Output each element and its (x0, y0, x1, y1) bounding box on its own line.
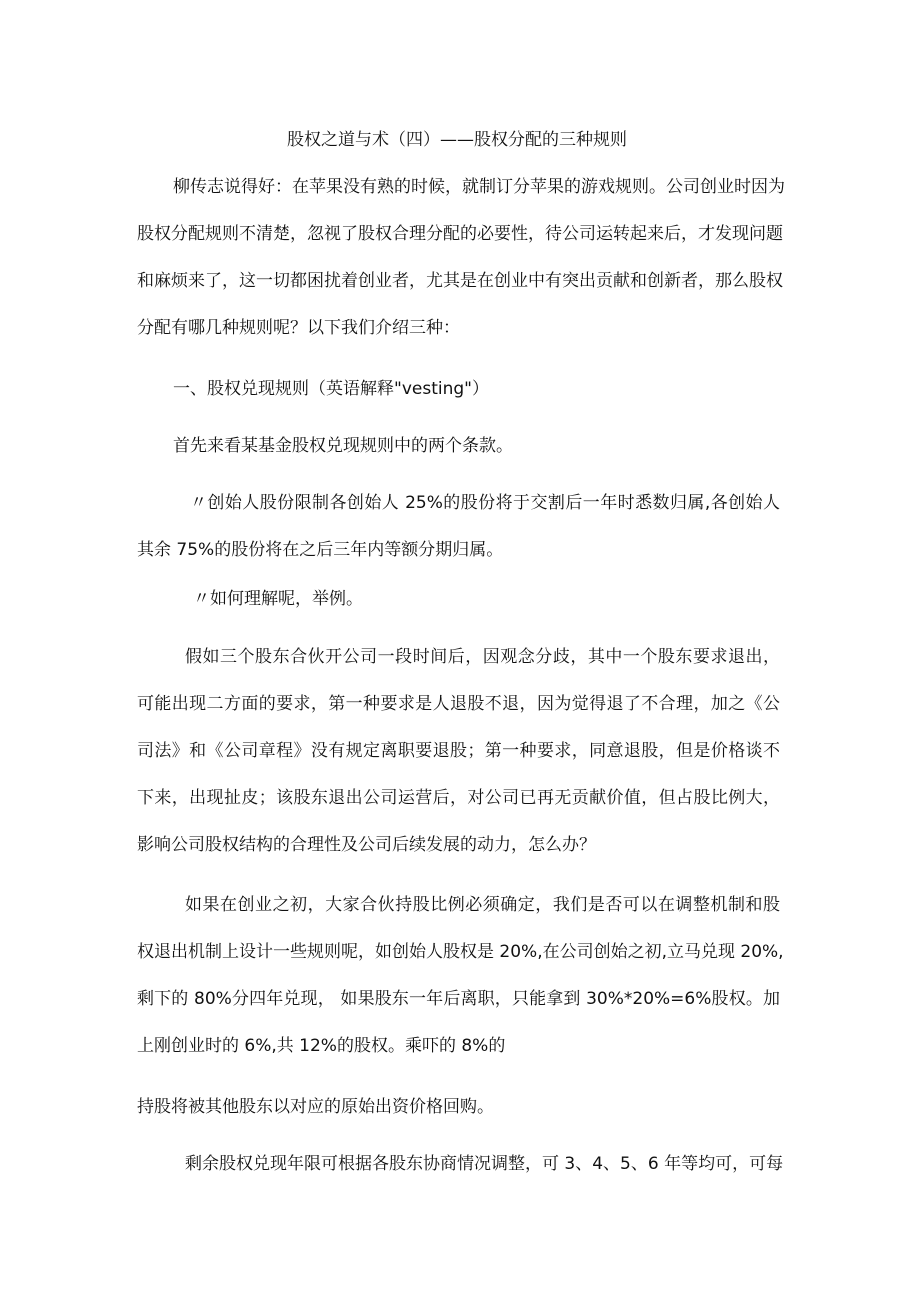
paragraph-line: 剩下的 80%分四年兑现， 如果股东一年后离职，只能拿到 30%*20%=6%股权。加 (137, 989, 780, 1009)
paragraph-line: 下来，出现扯皮；该股东退出公司运营后，对公司已再无贡献价值，但占股比例大， (137, 788, 780, 808)
paragraph-remaining (137, 1141, 784, 1188)
quoted-clause (137, 480, 780, 574)
paragraph-lead (137, 423, 780, 470)
section-heading-text: 一、股权兑现规则（英语解释"vesting"） (173, 379, 489, 399)
paragraph-line: 可能出现二方面的要求，第一种要求是人退股不退，因为觉得退了不合理，加之《公 (137, 694, 780, 714)
paragraph-line: 首先来看某基金股权兑现规则中的两个条款。 (173, 436, 513, 456)
paragraph-quote-followup (137, 576, 780, 623)
paragraph-line: 假如三个股东合伙开公司一段时间后，因观念分歧，其中一个股东要求退出， (185, 647, 780, 667)
paragraph-proposal (137, 882, 784, 1070)
paragraph-line: 其余 75%的股份将在之后三年内等额分期归属。 (137, 540, 504, 560)
paragraph-line: 分配有哪几种规则呢？以下我们介绍三种： (137, 318, 460, 338)
paragraph-line: 持股将被其他股东以对应的原始出资价格回购。 (137, 1097, 494, 1117)
paragraph-example (137, 634, 780, 869)
document-title: 股权之道与术（四）——股权分配的三种规则 (287, 130, 627, 150)
paragraph-line: 影响公司股权结构的合理性及公司后续发展的动力，怎么办？ (137, 835, 596, 855)
paragraph-line: 和麻烦来了，这一切都困扰着创业者，尤其是在创业中有突出贡献和创新者，那么股权 (137, 271, 783, 291)
section-heading (137, 366, 780, 413)
paragraph-line: 如果在创业之初，大家合伙持股比例必须确定，我们是否可以在调整机制和股 (185, 895, 780, 915)
paragraph-intro (137, 164, 785, 352)
paragraph-line: 司法》和《公司章程》没有规定离职要退股；第一种要求，同意退股，但是价格谈不 (137, 741, 780, 761)
paragraph-line: 〃如何理解呢，举例。 (193, 589, 363, 609)
paragraph-proposal-continued (137, 1084, 780, 1131)
paragraph-line: 股权分配规则不清楚，忽视了股权合理分配的必要性，待公司运转起来后，才发现问题 (137, 224, 783, 244)
paragraph-line: 剩余股权兑现年限可根据各股东协商情况调整，可 3、4、5、6 年等均可，可每 (185, 1154, 784, 1174)
paragraph-line: 权退出机制上设计一些规则呢，如创始人股权是 20%,在公司创始之初,立马兑现 20%, (137, 942, 784, 962)
paragraph-line: 〃创始人股份限制各创始人 25%的股份将于交割后一年时悉数归属,各创始人 (190, 493, 780, 513)
paragraph-line: 上刚创业时的 6%,共 12%的股权。乘吓的 8%的 (137, 1036, 506, 1056)
paragraph-line: 柳传志说得好：在苹果没有熟的时候，就制订分苹果的游戏规则。公司创业时因为 (173, 177, 785, 197)
